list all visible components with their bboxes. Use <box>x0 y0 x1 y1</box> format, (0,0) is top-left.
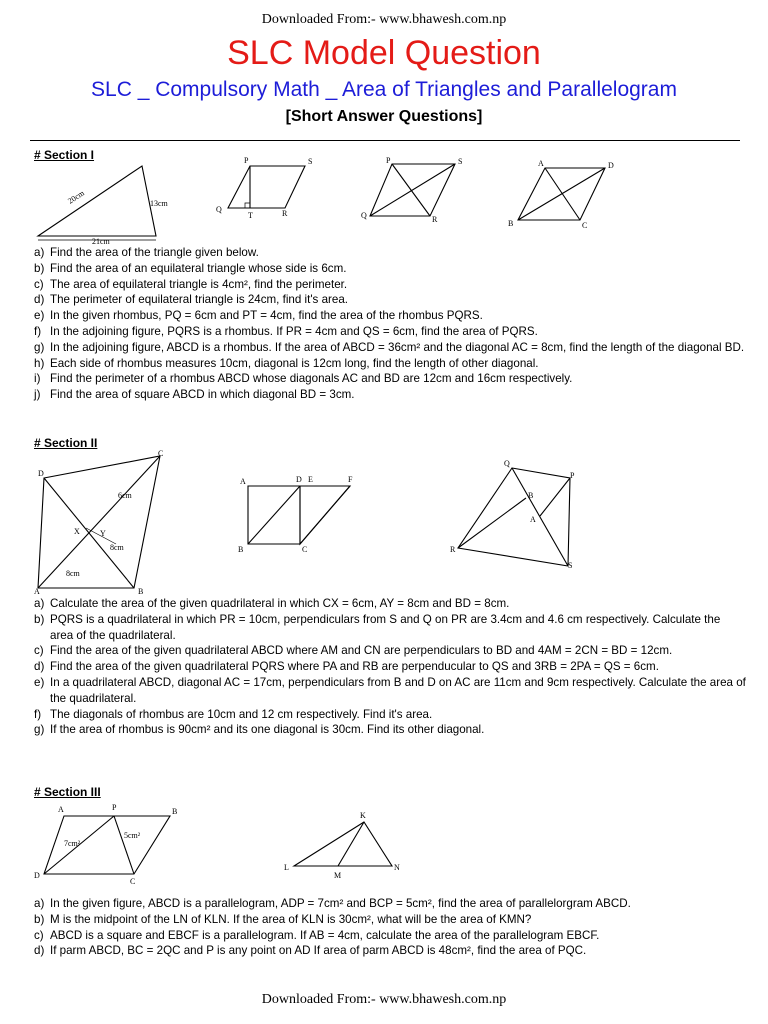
svg-text:S: S <box>568 561 573 570</box>
svg-text:S: S <box>458 157 463 166</box>
svg-text:X: X <box>74 527 80 536</box>
svg-text:D: D <box>34 871 40 880</box>
question-item: b) Find the area of an equilateral triangle whose side is 6cm. <box>34 261 347 275</box>
svg-text:P: P <box>570 471 575 480</box>
svg-text:T: T <box>248 211 253 220</box>
svg-text:P: P <box>386 156 391 165</box>
svg-text:Y: Y <box>100 529 106 538</box>
svg-text:B: B <box>508 219 514 228</box>
section-3-questions <box>34 896 746 959</box>
svg-text:R: R <box>450 545 456 554</box>
svg-text:Q: Q <box>504 459 510 468</box>
question-item: c) The area of equilateral triangle is 4cm², find the perimeter. <box>34 277 348 291</box>
svg-text:L: L <box>284 863 289 872</box>
svg-text:7cm²: 7cm² <box>64 839 81 848</box>
question-item: a) Find the area of the triangle given below. <box>34 246 259 259</box>
question-item: f) The diagonals of rhombus are 10cm and 12 cm respectively. Find it's area. <box>34 707 433 721</box>
question-item: a) In the given figure, ABCD is a parallelogram, ADP = 7cm² and BCP = 5cm², find the area of parallelorgram ABCD. <box>34 897 631 910</box>
section-1-questions <box>34 245 746 403</box>
svg-text:P: P <box>244 156 249 165</box>
question-item: g) If the area of rhombus is 90cm² and its one diagonal is 30cm. Find its other diagonal. <box>34 723 485 737</box>
question-item: g) In the adjoining figure, ABCD is a rhombus. If the area of ABCD = 36cm² and the diagonal AC = 8cm, find the length of the diagonal BD. <box>34 340 745 354</box>
svg-text:5cm²: 5cm² <box>124 831 141 840</box>
section-3-figures <box>30 800 750 886</box>
section-2-heading: # Section II <box>34 436 98 450</box>
svg-text:C: C <box>130 877 136 886</box>
svg-text:C: C <box>158 449 164 458</box>
svg-text:D: D <box>296 475 302 484</box>
question-item: d) If parm ABCD, BC = 2QC and P is any point on AD If area of parm ABCD is 48cm², find the area of PQC. <box>34 944 587 958</box>
svg-text:F: F <box>348 475 353 484</box>
question-item: c) ABCD is a square and EBCF is a parallelogram. If AB = 4cm, calculate the area of the parallelogram EBCF. <box>34 928 600 942</box>
question-item: h) Each side of rhombus measures 10cm, diagonal is 12cm long, find the length of other diagonal. <box>34 356 539 370</box>
svg-text:P: P <box>112 803 117 812</box>
svg-text:6cm: 6cm <box>118 491 132 500</box>
svg-text:N: N <box>394 863 400 872</box>
svg-text:A: A <box>538 159 544 168</box>
svg-text:D: D <box>38 469 44 478</box>
svg-text:Q: Q <box>216 205 222 214</box>
question-item: e) In the given rhombus, PQ = 6cm and PT = 4cm, find the area of the rhombus PQRS. <box>34 309 483 323</box>
svg-text:D: D <box>608 161 614 170</box>
svg-text:A: A <box>530 515 536 524</box>
svg-text:A: A <box>58 805 64 814</box>
question-item: b) M is the midpoint of the LN of KLN. If the area of KLN is 30cm², what will be the area of KMN? <box>34 912 532 926</box>
svg-text:A: A <box>34 587 40 596</box>
section-2-figures <box>30 448 750 596</box>
parallelogram-abcd-figure <box>44 816 170 874</box>
page-subtitle: SLC _ Compulsory Math _ Area of Triangles and Parallelogram <box>91 78 677 101</box>
svg-text:C: C <box>582 221 588 230</box>
question-item: i) Find the perimeter of a rhombus ABCD whose diagonals AC and BD are 12cm and 16cm respectively. <box>34 372 573 386</box>
question-item: d) Find the area of the given quadrilateral PQRS where PA and RB are perpenducular to QS and 3RB = 2PA = QS = 6cm. <box>34 660 659 674</box>
triangle-figure <box>38 166 156 236</box>
svg-text:M: M <box>334 871 342 880</box>
question-item: b) PQRS is a quadrilateral in which PR = 10cm, perpendiculars from S and Q on PR are 3.4cm and 4.6 cm respectively. Calculate the area of the quadrilateral. <box>34 612 721 642</box>
section-1-figures <box>30 158 750 246</box>
svg-text:R: R <box>432 215 438 224</box>
svg-text:A: A <box>240 477 246 486</box>
section-1-heading: # Section I <box>34 148 95 162</box>
section-2-questions <box>34 596 746 738</box>
svg-text:B: B <box>528 491 534 500</box>
divider <box>30 140 740 141</box>
svg-text:S: S <box>308 157 313 166</box>
svg-text:B: B <box>238 545 244 554</box>
svg-text:8cm: 8cm <box>66 569 80 578</box>
question-item: f) In the adjoining figure, PQRS is a rhombus. If PR = 4cm and QS = 6cm, find the area of PQRS. <box>34 324 538 338</box>
svg-text:R: R <box>282 209 288 218</box>
question-item: e) In a quadrilateral ABCD, diagonal AC = 17cm, perpendiculars from B and D on AC are 11cm and 9cm respectively. Calculate the area of the quadrilateral. <box>34 675 746 705</box>
question-item: d) The perimeter of equilateral triangle is 24cm, find it's area. <box>34 293 348 307</box>
svg-text:B: B <box>138 587 144 596</box>
svg-text:B: B <box>172 807 178 816</box>
quadrilateral-pqrs-figure <box>458 468 570 566</box>
question-item: j) Find the area of square ABCD in which diagonal BD = 3cm. <box>34 388 355 402</box>
side-c-label: 13cm <box>150 199 168 208</box>
page-title: SLC Model Question <box>227 34 541 72</box>
svg-text:8cm: 8cm <box>110 543 124 552</box>
header-source: Downloaded From:- www.bhawesh.com.np <box>261 12 507 27</box>
svg-text:K: K <box>360 811 366 820</box>
question-item: a) Calculate the area of the given quadrilateral in which CX = 6cm, AY = 8cm and BD = 8cm. <box>34 597 510 610</box>
rhombus-pqrs-figure <box>228 166 305 208</box>
side-a-label: 20cm <box>66 188 87 206</box>
footer-source: Downloaded From:- www.bhawesh.com.np <box>261 992 507 1007</box>
question-type: [Short Answer Questions] <box>285 108 483 125</box>
triangle-kln-figure <box>294 822 392 866</box>
section-3-heading: # Section III <box>34 785 101 799</box>
svg-text:E: E <box>308 475 313 484</box>
svg-text:C: C <box>302 545 308 554</box>
svg-text:Q: Q <box>361 211 367 220</box>
side-b-label: 21cm <box>92 237 110 246</box>
question-item: c) Find the area of the given quadrilateral ABCD where AM and CN are perpendiculars to BD and 4AM = 2CN = BD = 12cm. <box>34 644 673 658</box>
